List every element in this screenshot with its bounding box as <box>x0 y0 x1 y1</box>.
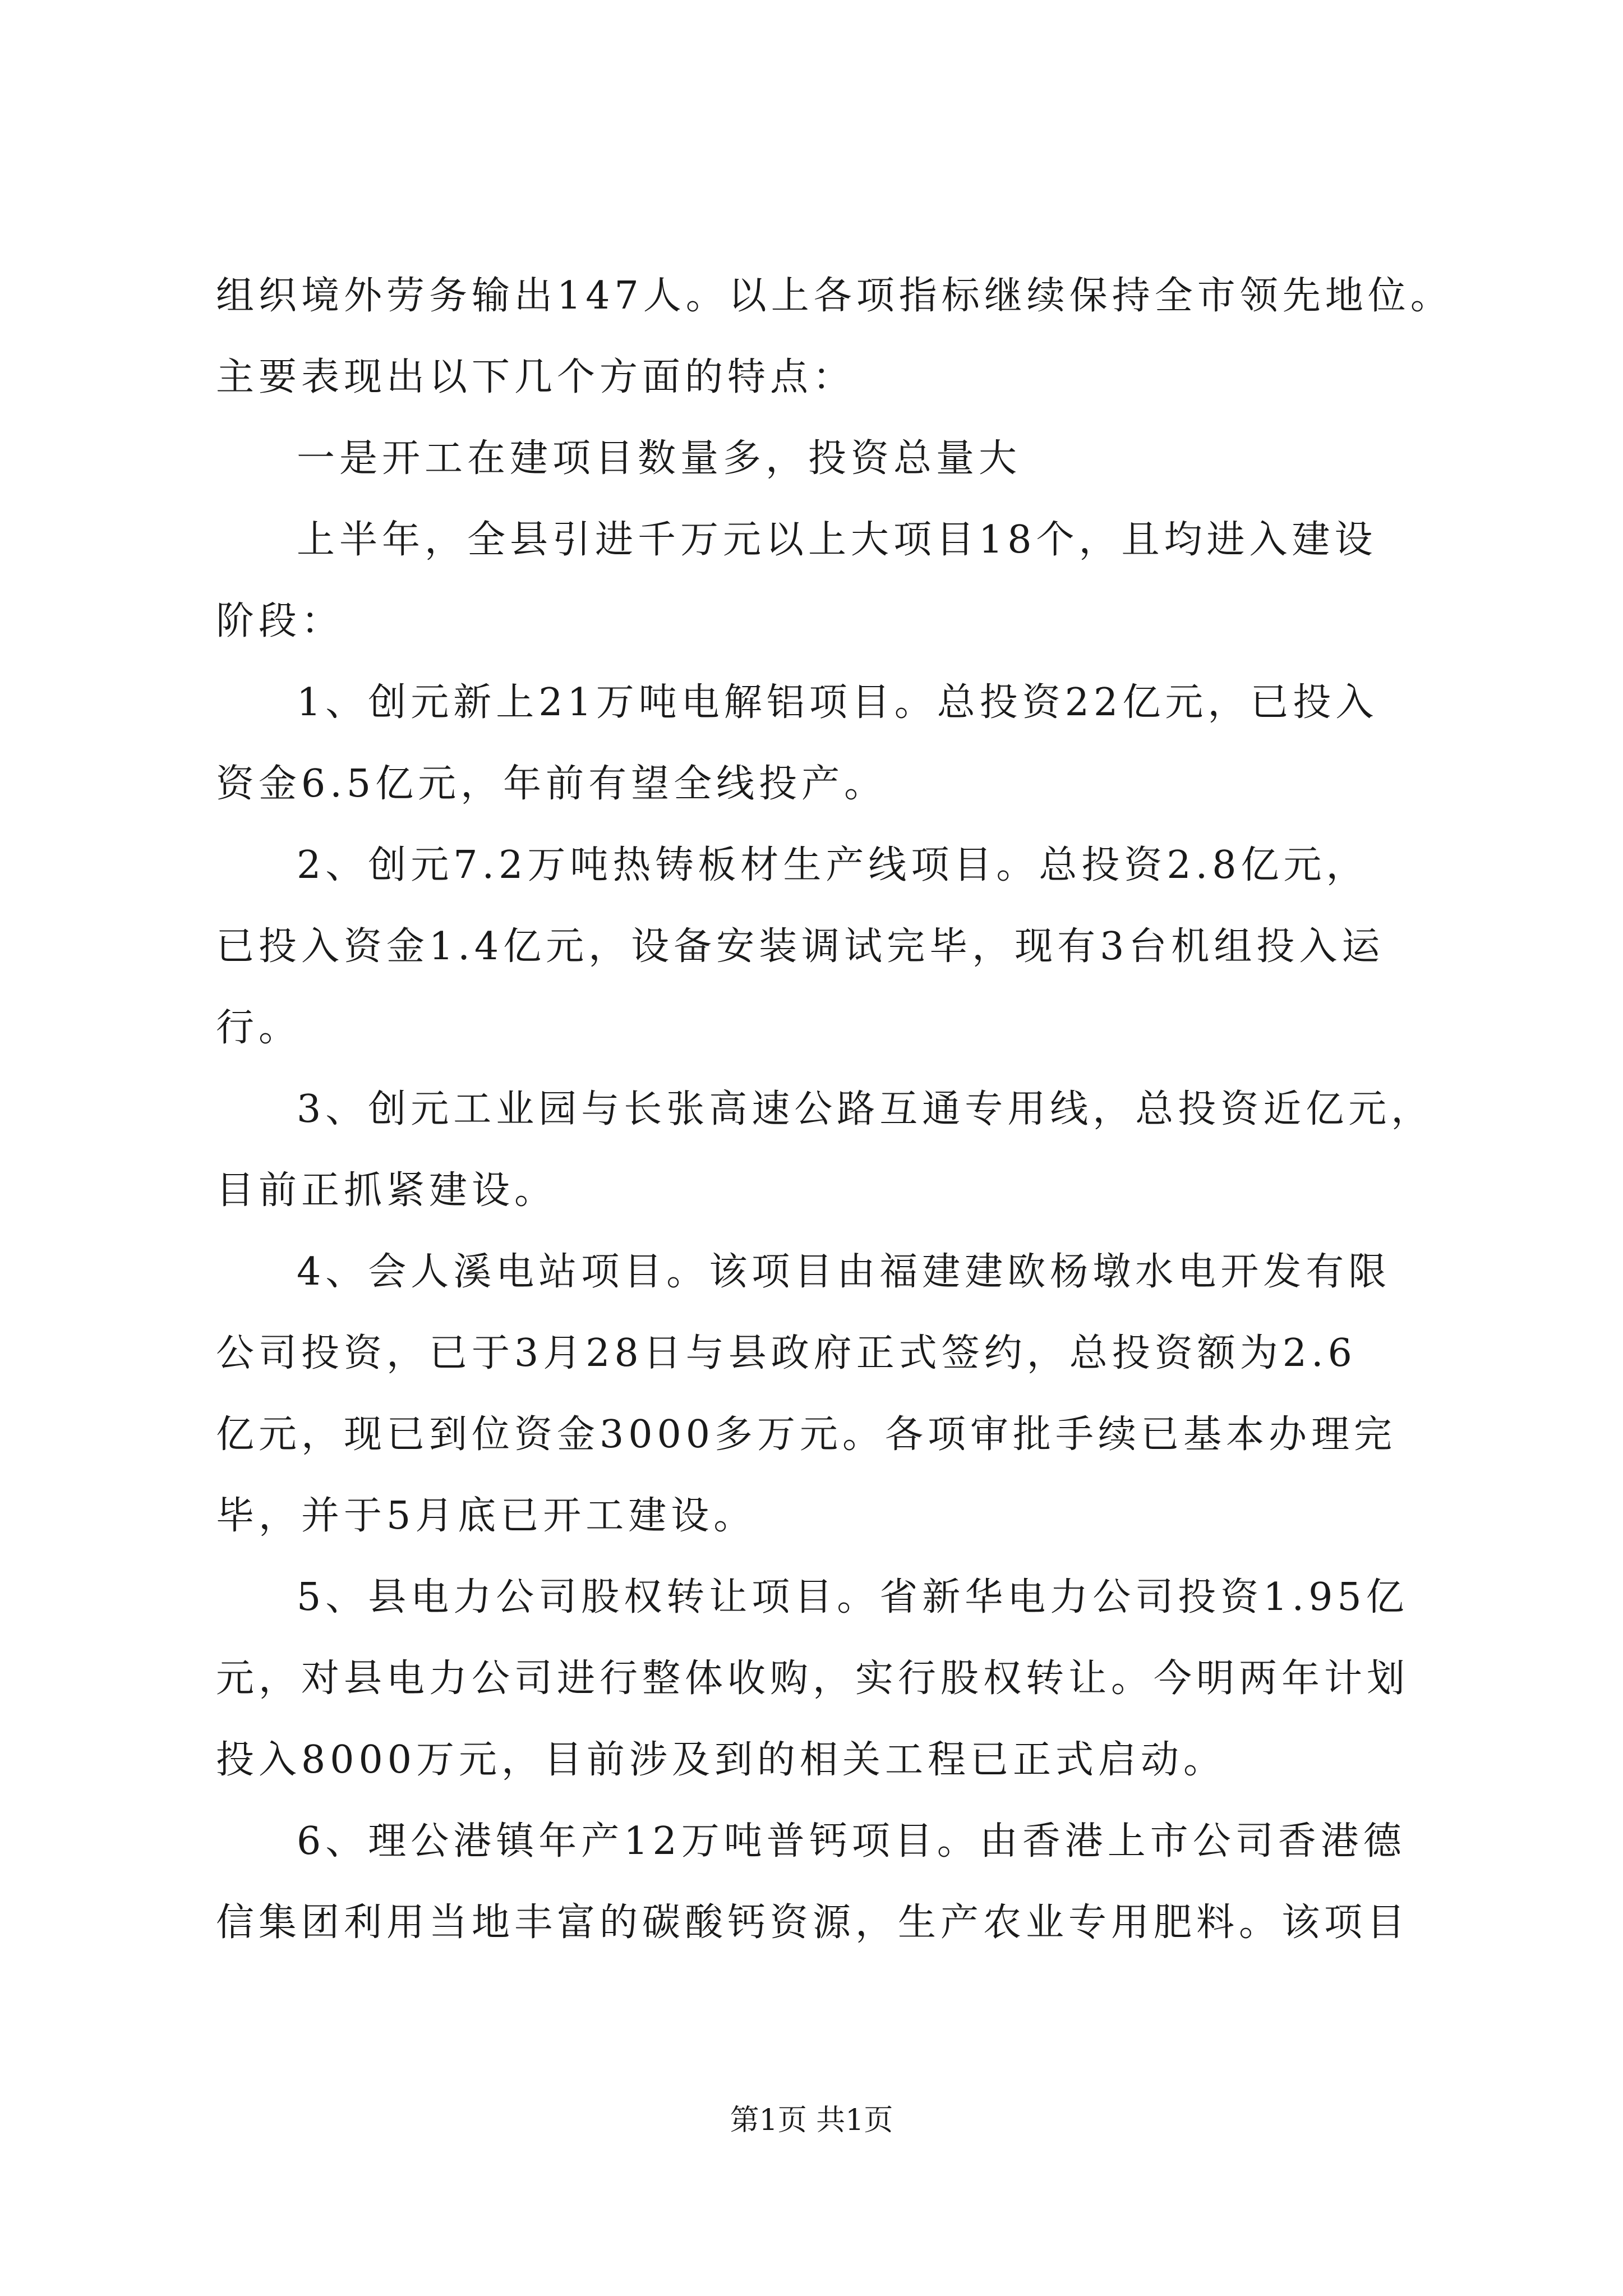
text-line: 上半年，全县引进千万元以上大项目18个，且均进入建设 <box>297 518 1377 562</box>
text-line: 6、理公港镇年产12万吨普钙项目。由香港上市公司香港德 <box>297 1819 1406 1864</box>
text-line: 目前正抓紧建设。 <box>216 1168 557 1213</box>
text-line: 亿元，现已到位资金3000多万元。各项审批手续已基本办理完 <box>216 1412 1397 1457</box>
text-line: 行。 <box>216 1006 302 1050</box>
text-line: 组织境外劳务输出147人。以上各项指标继续保持全市领先地位。 <box>216 274 1453 318</box>
text-line: 元，对县电力公司进行整体收购，实行股权转让。今明两年计划 <box>216 1657 1410 1701</box>
text-line: 投入8000万元，目前涉及到的相关工程已正式启动。 <box>216 1738 1227 1782</box>
page-number-label: 第1页 共1页 <box>730 2104 893 2137</box>
text-line: 主要表现出以下几个方面的特点： <box>216 355 856 399</box>
text-line: 5、县电力公司股权转让项目。省新华电力公司投资1.95亿 <box>297 1575 1409 1619</box>
text-line: 资金6.5亿元，年前有望全线投产。 <box>216 762 887 806</box>
text-line: 1、创元新上21万吨电解铝项目。总投资22亿元，已投入 <box>297 680 1378 725</box>
page-footer <box>0 2098 1623 2143</box>
text-line: 2、创元7.2万吨热铸板材生产线项目。总投资2.8亿元， <box>297 843 1369 887</box>
text-line: 信集团利用当地丰富的碳酸钙资源，生产农业专用肥料。该项目 <box>216 1901 1410 1945</box>
text-line: 3、创元工业园与长张高速公路互通专用线，总投资近亿元， <box>297 1087 1434 1131</box>
document-body <box>216 255 1453 1963</box>
text-line: 已投入资金1.4亿元，设备安装调试完毕，现有3台机组投入运 <box>216 924 1385 969</box>
section-heading: 一是开工在建项目数量多，投资总量大 <box>297 436 1022 481</box>
text-line: 4、会人溪电站项目。该项目由福建建欧杨墩水电开发有限 <box>297 1250 1391 1294</box>
text-line: 公司投资，已于3月28日与县政府正式签约，总投资额为2.6 <box>216 1331 1357 1375</box>
text-line: 毕，并于5月底已开工建设。 <box>216 1494 757 1538</box>
text-line: 阶段： <box>216 599 344 643</box>
